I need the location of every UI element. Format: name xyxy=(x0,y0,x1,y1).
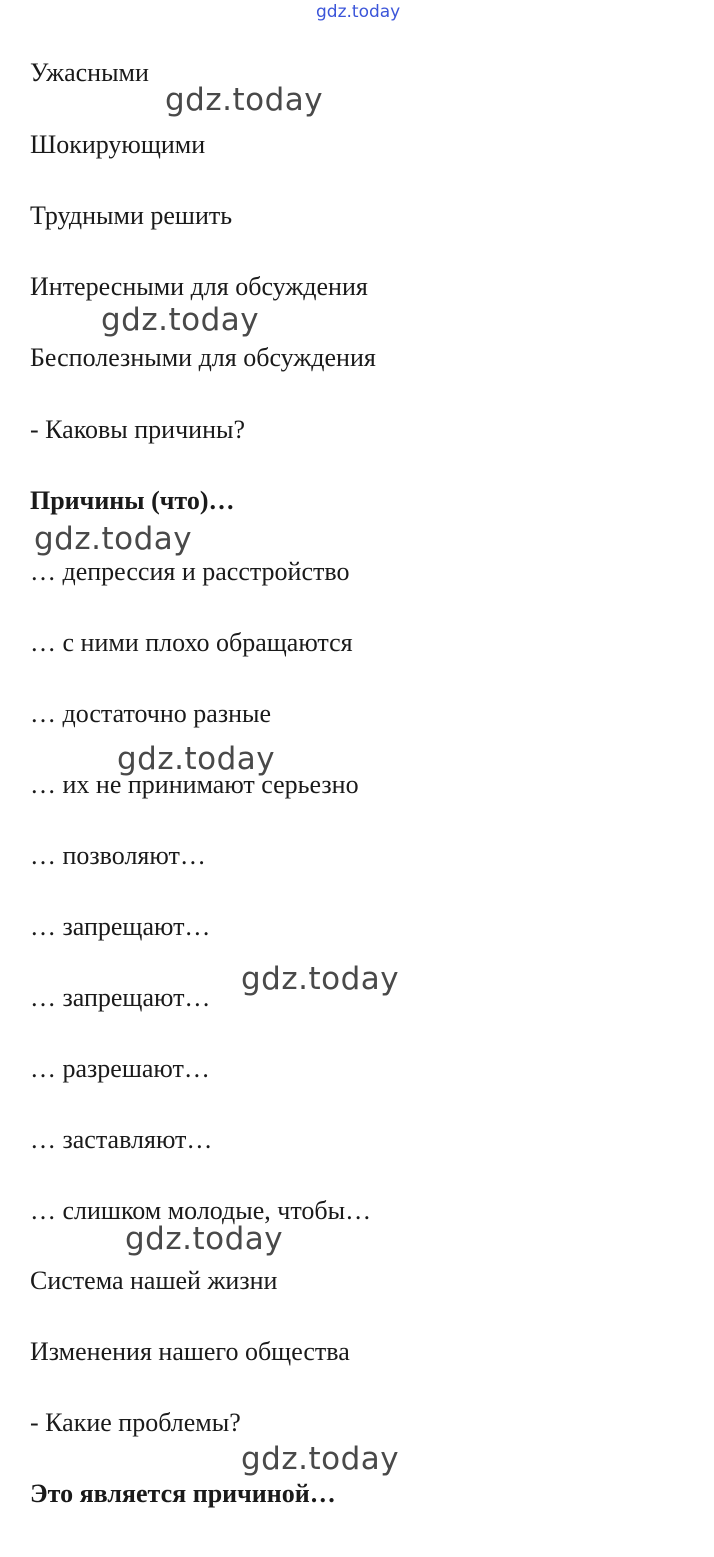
text-line: Интересными для обсуждения xyxy=(30,272,368,301)
question-line: - Каковы причины? xyxy=(30,415,245,444)
text-line: Система нашей жизни xyxy=(30,1266,278,1295)
text-line: … запрещают… xyxy=(30,912,211,941)
watermark: gdz.today xyxy=(241,961,400,997)
text-line: Ужасными xyxy=(30,58,149,87)
text-line: Бесполезными для обсуждения xyxy=(30,343,376,372)
watermark: gdz.today xyxy=(101,302,260,338)
watermark: gdz.today xyxy=(165,82,324,118)
watermark: gdz.today xyxy=(241,1441,400,1477)
text-line: … с ними плохо обращаются xyxy=(30,628,353,657)
watermark: gdz.today xyxy=(125,1221,284,1257)
text-line: Изменения нашего общества xyxy=(30,1337,350,1366)
text-line: … заставляют… xyxy=(30,1125,213,1154)
text-line: Шокирующими xyxy=(30,130,206,159)
text-line: … слишком молодые, чтобы… xyxy=(30,1196,372,1225)
section-heading: Это является причиной… xyxy=(30,1479,336,1508)
watermark: gdz.today xyxy=(34,521,193,557)
text-line: … достаточно разные xyxy=(30,699,272,728)
text-line: … разрешают… xyxy=(30,1054,210,1083)
text-line: … их не принимают серьезно xyxy=(30,770,359,799)
text-line: Трудными решить xyxy=(30,201,233,230)
header-watermark: gdz.today xyxy=(316,2,401,22)
text-line: … запрещают… xyxy=(30,983,211,1012)
question-line: - Какие проблемы? xyxy=(30,1408,241,1437)
section-heading: Причины (что)… xyxy=(30,486,235,515)
watermark: gdz.today xyxy=(117,741,276,777)
text-line: … депрессия и расстройство xyxy=(30,557,350,586)
text-line: … позволяют… xyxy=(30,841,206,870)
